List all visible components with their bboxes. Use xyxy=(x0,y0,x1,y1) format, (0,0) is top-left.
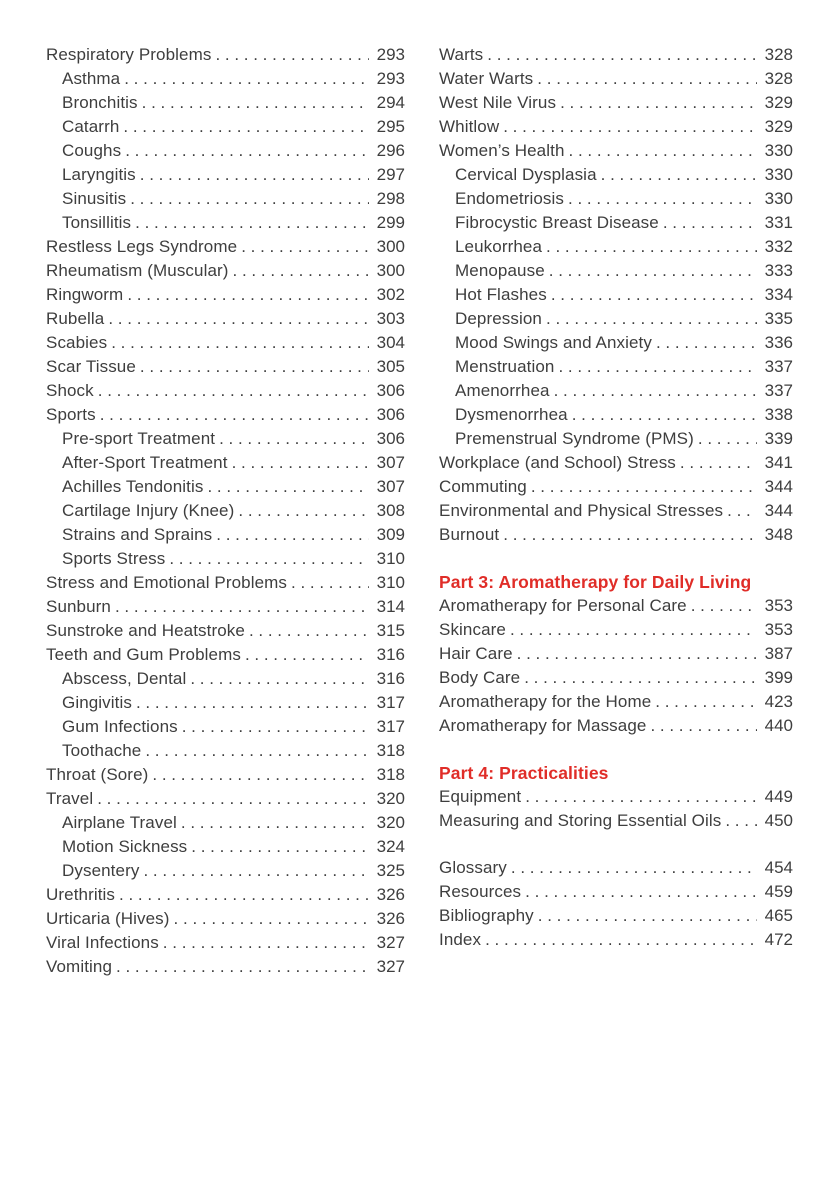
toc-entry xyxy=(439,355,793,379)
dot-leader xyxy=(487,43,757,67)
dot-leader xyxy=(727,499,757,523)
dot-leader xyxy=(125,139,369,163)
toc-entry-page: 327 xyxy=(376,957,405,976)
dot-leader xyxy=(560,91,757,115)
toc-entry xyxy=(46,139,405,163)
toc-entry-label: Rubella xyxy=(46,309,105,328)
toc-entry-page: 353 xyxy=(764,620,793,639)
toc-entry-label: Toothache xyxy=(62,741,142,760)
dot-leader xyxy=(680,451,757,475)
toc-entry xyxy=(439,331,793,355)
toc-entry xyxy=(46,67,405,91)
toc-entry xyxy=(46,163,405,187)
toc-entry-label: Aromatherapy for Personal Care xyxy=(439,596,687,615)
dot-leader xyxy=(546,235,757,259)
dot-leader xyxy=(130,187,369,211)
toc-entry-label: Airplane Travel xyxy=(62,813,177,832)
dot-leader xyxy=(119,883,369,907)
toc-entry-label: West Nile Virus xyxy=(439,93,557,112)
toc-entry-label: Resources xyxy=(439,882,522,901)
dot-leader xyxy=(123,115,369,139)
dot-leader xyxy=(143,859,369,883)
dot-leader xyxy=(698,427,757,451)
toc-entry-label: Viral Infections xyxy=(46,933,159,952)
toc-entry xyxy=(46,715,405,739)
toc-entry-label: Aromatherapy for the Home xyxy=(439,692,652,711)
toc-entry-page: 330 xyxy=(764,165,793,184)
toc-entry-page: 316 xyxy=(376,645,405,664)
toc-entry-page: 297 xyxy=(376,165,405,184)
toc-entry xyxy=(46,787,405,811)
toc-entry-page: 314 xyxy=(376,597,405,616)
toc-entry-label: Mood Swings and Anxiety xyxy=(455,333,652,352)
toc-entry-page: 465 xyxy=(764,906,793,925)
toc-entry xyxy=(439,163,793,187)
toc-entry xyxy=(439,115,793,139)
toc-section xyxy=(439,570,793,738)
toc-entry-page: 326 xyxy=(376,885,405,904)
toc-entry-page: 336 xyxy=(764,333,793,352)
toc-entry xyxy=(439,91,793,115)
toc-entry-label: Environmental and Physical Stresses xyxy=(439,501,724,520)
toc-entry-page: 331 xyxy=(764,213,793,232)
dot-leader xyxy=(140,163,369,187)
toc-entry-label: Asthma xyxy=(62,69,121,88)
dot-leader xyxy=(111,331,369,355)
toc-entry-page: 325 xyxy=(376,861,405,880)
toc-entry-page: 318 xyxy=(376,765,405,784)
dot-leader xyxy=(663,211,757,235)
toc-entry-page: 326 xyxy=(376,909,405,928)
toc-entry xyxy=(46,235,405,259)
toc-entry-label: Teeth and Gum Problems xyxy=(46,645,241,664)
dot-leader xyxy=(182,715,369,739)
toc-entry xyxy=(46,811,405,835)
dot-leader xyxy=(135,211,369,235)
toc-entry-label: Depression xyxy=(455,309,542,328)
toc-entry-page: 320 xyxy=(376,813,405,832)
toc-entry xyxy=(439,666,793,690)
toc-entry-label: Tonsillitis xyxy=(62,213,132,232)
dot-leader xyxy=(152,763,369,787)
dot-leader xyxy=(115,595,369,619)
toc-entry-label: Cervical Dysplasia xyxy=(455,165,597,184)
dot-leader xyxy=(569,139,758,163)
toc-entry-page: 339 xyxy=(764,429,793,448)
toc-entry xyxy=(46,355,405,379)
toc-entry xyxy=(439,259,793,283)
dot-leader xyxy=(169,547,369,571)
toc-entry-label: Pre-sport Treatment xyxy=(62,429,216,448)
toc-entry-label: Vomiting xyxy=(46,957,113,976)
dot-leader xyxy=(546,307,757,331)
toc-entry-label: Bronchitis xyxy=(62,93,138,112)
toc-entry-page: 329 xyxy=(764,93,793,112)
toc-entry-page: 440 xyxy=(764,716,793,735)
toc-entry xyxy=(46,571,405,595)
toc-entry xyxy=(46,835,405,859)
toc-entry xyxy=(46,115,405,139)
toc-entry-label: Abscess, Dental xyxy=(62,669,187,688)
dot-leader xyxy=(116,955,369,979)
toc-entry-page: 315 xyxy=(376,621,405,640)
dot-leader xyxy=(503,523,757,547)
toc-entry-page: 304 xyxy=(376,333,405,352)
dot-leader xyxy=(142,91,369,115)
toc-entry-page: 294 xyxy=(376,93,405,112)
toc-entry xyxy=(46,619,405,643)
toc-entry-page: 307 xyxy=(376,453,405,472)
toc-entry xyxy=(46,427,405,451)
toc-entry xyxy=(439,928,793,952)
toc-entry xyxy=(46,643,405,667)
toc-entry-label: Glossary xyxy=(439,858,507,877)
dot-leader xyxy=(510,618,757,642)
toc-entry-page: 300 xyxy=(376,261,405,280)
toc-entry-label: Dysentery xyxy=(62,861,140,880)
toc-section xyxy=(439,856,793,952)
toc-entry-label: Achilles Tendonitis xyxy=(62,477,204,496)
toc-entry-page: 399 xyxy=(764,668,793,687)
dot-leader xyxy=(655,690,757,714)
toc-entry-page: 320 xyxy=(376,789,405,808)
toc-entry-label: Amenorrhea xyxy=(455,381,550,400)
toc-entry xyxy=(439,67,793,91)
toc-column-right xyxy=(439,43,793,952)
dot-leader xyxy=(537,67,757,91)
toc-entry-page: 335 xyxy=(764,309,793,328)
toc-entry-page: 298 xyxy=(376,189,405,208)
toc-entry-label: Urticaria (Hives) xyxy=(46,909,170,928)
dot-leader xyxy=(650,714,757,738)
toc-entry xyxy=(46,259,405,283)
toc-entry-page: 317 xyxy=(376,693,405,712)
toc-entry-label: Shock xyxy=(46,381,94,400)
toc-entry-label: Menopause xyxy=(455,261,545,280)
toc-entry-label: Coughs xyxy=(62,141,122,160)
dot-leader xyxy=(558,355,757,379)
toc-entry-page: 306 xyxy=(376,429,405,448)
dot-leader xyxy=(100,403,369,427)
toc-entry-page: 302 xyxy=(376,285,405,304)
toc-entry xyxy=(46,859,405,883)
dot-leader xyxy=(232,451,369,475)
toc-entry xyxy=(439,618,793,642)
toc-entry xyxy=(46,667,405,691)
dot-leader xyxy=(531,475,757,499)
toc-entry xyxy=(439,690,793,714)
dot-leader xyxy=(485,928,757,952)
toc-entry-page: 300 xyxy=(376,237,405,256)
toc-entry-page: 293 xyxy=(376,45,405,64)
toc-entry-page: 296 xyxy=(376,141,405,160)
toc-entry xyxy=(439,283,793,307)
toc-entry-page: 344 xyxy=(764,501,793,520)
toc-entry-label: Workplace (and School) Stress xyxy=(439,453,676,472)
toc-entry-page: 353 xyxy=(764,596,793,615)
toc-entry-label: Respiratory Problems xyxy=(46,45,212,64)
dot-leader xyxy=(656,331,757,355)
toc-entry xyxy=(439,451,793,475)
toc-entry-label: Cartilage Injury (Knee) xyxy=(62,501,235,520)
toc-entry xyxy=(439,714,793,738)
toc-entry xyxy=(439,594,793,618)
toc-entry-page: 328 xyxy=(764,69,793,88)
toc-section xyxy=(439,43,793,547)
toc-entry xyxy=(46,43,405,67)
toc-entry xyxy=(439,187,793,211)
dot-leader xyxy=(174,907,369,931)
toc-entry-label: Catarrh xyxy=(62,117,120,136)
dot-leader xyxy=(249,619,369,643)
toc-entry-page: 310 xyxy=(376,573,405,592)
dot-leader xyxy=(601,163,757,187)
toc-entry-label: Ringworm xyxy=(46,285,124,304)
toc-entry-page: 449 xyxy=(764,787,793,806)
dot-leader xyxy=(145,739,369,763)
toc-entry xyxy=(439,235,793,259)
toc-entry xyxy=(439,139,793,163)
toc-entry-label: Sunburn xyxy=(46,597,111,616)
toc-entry-page: 330 xyxy=(764,141,793,160)
toc-entry-page: 307 xyxy=(376,477,405,496)
dot-leader xyxy=(190,667,369,691)
toc-entry xyxy=(46,523,405,547)
toc-entry xyxy=(439,211,793,235)
toc-entry xyxy=(46,739,405,763)
toc-entry-page: 472 xyxy=(764,930,793,949)
toc-entry xyxy=(46,883,405,907)
toc-entry-label: Scar Tissue xyxy=(46,357,136,376)
toc-entry-page: 344 xyxy=(764,477,793,496)
toc-entry-page: 454 xyxy=(764,858,793,877)
dot-leader xyxy=(207,475,369,499)
dot-leader xyxy=(181,811,369,835)
toc-entry-page: 341 xyxy=(764,453,793,472)
toc-entry-label: Menstruation xyxy=(455,357,555,376)
toc-entry-page: 459 xyxy=(764,882,793,901)
toc-entry-label: Stress and Emotional Problems xyxy=(46,573,288,592)
toc-entry xyxy=(46,91,405,115)
toc-entry-page: 318 xyxy=(376,741,405,760)
toc-entry-label: Water Warts xyxy=(439,69,534,88)
dot-leader xyxy=(551,283,757,307)
dot-leader xyxy=(291,571,369,595)
toc-entry xyxy=(439,307,793,331)
toc-entry-page: 295 xyxy=(376,117,405,136)
toc-entry-page: 332 xyxy=(764,237,793,256)
toc-entry-page: 387 xyxy=(764,644,793,663)
toc-entry-label: Skincare xyxy=(439,620,506,639)
toc-entry xyxy=(439,499,793,523)
toc-column-left xyxy=(46,43,405,979)
toc-entry-page: 329 xyxy=(764,117,793,136)
toc-entry-label: Measuring and Storing Essential Oils xyxy=(439,811,722,830)
toc-entry-page: 309 xyxy=(376,525,405,544)
toc-entry xyxy=(439,880,793,904)
toc-entry xyxy=(46,931,405,955)
toc-entry xyxy=(46,211,405,235)
toc-entry-label: Motion Sickness xyxy=(62,837,188,856)
dot-leader xyxy=(140,355,369,379)
toc-entry xyxy=(439,856,793,880)
toc-entry-label: Body Care xyxy=(439,668,521,687)
toc-entry-page: 324 xyxy=(376,837,405,856)
dot-leader xyxy=(241,235,369,259)
toc-entry-label: Gum Infections xyxy=(62,717,178,736)
toc-entry xyxy=(46,451,405,475)
dot-leader xyxy=(572,403,757,427)
toc-entry-page: 333 xyxy=(764,261,793,280)
toc-entry-label: Sports Stress xyxy=(62,549,166,568)
dot-leader xyxy=(127,283,369,307)
toc-entry-label: Gingivitis xyxy=(62,693,132,712)
toc-entry-label: Laryngitis xyxy=(62,165,136,184)
toc-entry xyxy=(46,763,405,787)
toc-entry-page: 299 xyxy=(376,213,405,232)
toc-entry-label: Index xyxy=(439,930,482,949)
toc-section xyxy=(46,43,405,979)
toc-entry-label: Aromatherapy for Massage xyxy=(439,716,647,735)
toc-entry-label: Women’s Health xyxy=(439,141,565,160)
toc-entry-label: After-Sport Treatment xyxy=(62,453,228,472)
toc-entry xyxy=(46,403,405,427)
toc-entry-page: 306 xyxy=(376,381,405,400)
dot-leader xyxy=(538,904,757,928)
toc-entry-label: Burnout xyxy=(439,525,500,544)
toc-entry-label: Leukorrhea xyxy=(455,237,543,256)
toc-entry-page: 337 xyxy=(764,357,793,376)
toc-entry xyxy=(46,595,405,619)
toc-entry-label: Fibrocystic Breast Disease xyxy=(455,213,659,232)
toc-entry-label: Hot Flashes xyxy=(455,285,547,304)
dot-leader xyxy=(216,523,369,547)
toc-entry-page: 316 xyxy=(376,669,405,688)
toc-entry-page: 305 xyxy=(376,357,405,376)
toc-entry-label: Bibliography xyxy=(439,906,534,925)
toc-entry xyxy=(46,379,405,403)
dot-leader xyxy=(136,691,369,715)
toc-entry-label: Warts xyxy=(439,45,484,64)
toc-entry xyxy=(46,907,405,931)
toc-entry-label: Restless Legs Syndrome xyxy=(46,237,238,256)
toc-entry xyxy=(439,475,793,499)
dot-leader xyxy=(191,835,369,859)
toc-entry xyxy=(439,523,793,547)
toc-entry-label: Dysmenorrhea xyxy=(455,405,568,424)
dot-leader xyxy=(525,785,757,809)
toc-entry xyxy=(439,427,793,451)
dot-leader xyxy=(554,379,757,403)
toc-entry xyxy=(46,307,405,331)
toc-entry-page: 310 xyxy=(376,549,405,568)
toc-entry-label: Scabies xyxy=(46,333,108,352)
dot-leader xyxy=(163,931,369,955)
toc-entry-label: Throat (Sore) xyxy=(46,765,149,784)
dot-leader xyxy=(511,856,757,880)
toc-entry-page: 317 xyxy=(376,717,405,736)
toc-entry-label: Sinusitis xyxy=(62,189,127,208)
toc-entry-label: Rheumatism (Muscular) xyxy=(46,261,229,280)
toc-entry-label: Equipment xyxy=(439,787,522,806)
toc-entry xyxy=(46,475,405,499)
dot-leader xyxy=(215,43,369,67)
toc-entry-page: 334 xyxy=(764,285,793,304)
toc-entry-page: 450 xyxy=(764,811,793,830)
toc-entry-page: 337 xyxy=(764,381,793,400)
toc-entry-page: 328 xyxy=(764,45,793,64)
toc-entry xyxy=(439,809,793,833)
toc-entry xyxy=(439,642,793,666)
toc-entry-label: Whitlow xyxy=(439,117,500,136)
toc-entry-label: Strains and Sprains xyxy=(62,525,213,544)
toc-entry xyxy=(46,955,405,979)
toc-entry xyxy=(46,331,405,355)
toc-entry-page: 348 xyxy=(764,525,793,544)
toc-entry-page: 423 xyxy=(764,692,793,711)
dot-leader xyxy=(549,259,757,283)
toc-entry-label: Commuting xyxy=(439,477,527,496)
toc-section xyxy=(439,761,793,833)
toc-entry-page: 327 xyxy=(376,933,405,952)
dot-leader xyxy=(219,427,369,451)
toc-entry xyxy=(439,785,793,809)
dot-leader xyxy=(233,259,369,283)
dot-leader xyxy=(124,67,369,91)
toc-entry-label: Sunstroke and Heatstroke xyxy=(46,621,245,640)
toc-entry xyxy=(439,904,793,928)
dot-leader xyxy=(98,379,369,403)
part-heading: Part 3: Aromatherapy for Daily Living xyxy=(439,572,752,592)
toc-entry-page: 303 xyxy=(376,309,405,328)
toc-entry-page: 293 xyxy=(376,69,405,88)
dot-leader xyxy=(97,787,369,811)
toc-entry xyxy=(46,499,405,523)
toc-entry-page: 306 xyxy=(376,405,405,424)
dot-leader xyxy=(568,187,757,211)
toc-entry-label: Endometriosis xyxy=(455,189,565,208)
dot-leader xyxy=(525,880,757,904)
toc-entry-label: Hair Care xyxy=(439,644,513,663)
toc-entry xyxy=(439,403,793,427)
toc-entry-page: 308 xyxy=(376,501,405,520)
toc-entry-label: Travel xyxy=(46,789,94,808)
part-heading: Part 4: Practicalities xyxy=(439,763,609,783)
dot-leader xyxy=(524,666,757,690)
toc-entry-label: Sports xyxy=(46,405,96,424)
toc-entry xyxy=(46,187,405,211)
toc-entry-label: Premenstrual Syndrome (PMS) xyxy=(455,429,694,448)
toc-entry xyxy=(46,547,405,571)
toc-entry-page: 330 xyxy=(764,189,793,208)
dot-leader xyxy=(503,115,757,139)
toc-entry-page: 338 xyxy=(764,405,793,424)
dot-leader xyxy=(725,809,757,833)
toc-entry xyxy=(46,283,405,307)
dot-leader xyxy=(517,642,757,666)
dot-leader xyxy=(245,643,369,667)
toc-entry xyxy=(439,43,793,67)
dot-leader xyxy=(691,594,757,618)
toc-entry xyxy=(46,691,405,715)
dot-leader xyxy=(108,307,369,331)
toc-entry-label: Urethritis xyxy=(46,885,116,904)
dot-leader xyxy=(238,499,369,523)
toc-entry xyxy=(439,379,793,403)
